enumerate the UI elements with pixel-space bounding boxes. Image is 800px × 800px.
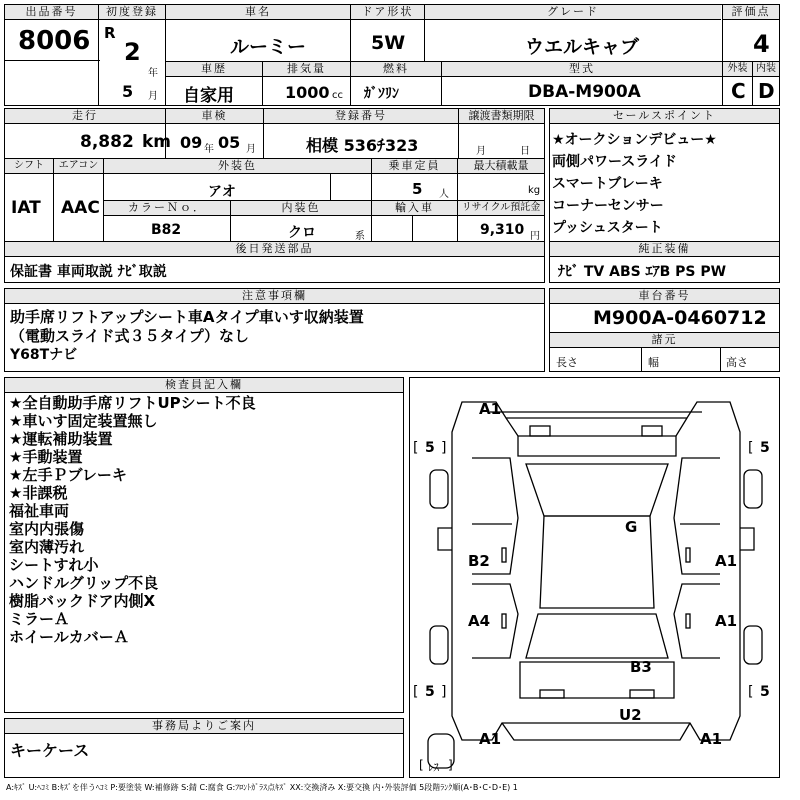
score-label: 評価点 (723, 5, 779, 20)
tire-front-left-close: ] (441, 440, 447, 456)
tire-rear-left: 5 (425, 684, 435, 700)
displacement: 1000 (285, 83, 330, 102)
tire-rear-right: 5 (760, 684, 770, 700)
grade: ウエルキャブ (525, 36, 640, 58)
mileage-label: 走行 (5, 109, 165, 124)
shift: IAT (11, 198, 41, 218)
ext-color-label: 外装色 (104, 159, 371, 174)
tire-front-right: 5 (760, 440, 770, 456)
office-label: 事務局よりご案内 (5, 719, 403, 734)
tire-front-right-open: [ (748, 440, 754, 456)
fuel: ｶﾞｿﾘﾝ (364, 86, 399, 102)
transfer-month-unit: 月 (476, 146, 486, 157)
mark-rear-left-corner: A1 (479, 730, 502, 748)
mileage: 8,882 (80, 132, 134, 152)
chassis-number: M900A-0460712 (593, 307, 767, 329)
import-label: 輸入車 (372, 201, 457, 216)
type-label: 型式 (442, 62, 722, 77)
history-label: 車歴 (166, 62, 262, 77)
color-no-label: カラーＮｏ． (104, 201, 230, 216)
displacement-label: 排気量 (263, 62, 350, 77)
chassis-label: 車台番号 (550, 289, 779, 304)
fuel-label: 燃料 (351, 62, 441, 77)
reg-no: 相模 536ﾁ323 (306, 136, 419, 155)
displacement-unit: cc (332, 90, 343, 101)
color-no: B82 (151, 222, 182, 238)
int-color: クロ (288, 225, 316, 241)
model-name: ルーミー (230, 36, 307, 58)
era: R (104, 24, 116, 42)
damage-diagram (409, 377, 780, 778)
int-color-unit: 系 (355, 231, 365, 242)
mark-rear-right-corner: A1 (700, 730, 723, 748)
inspector-item: ★非課税 (9, 484, 68, 502)
capacity-unit: 人 (439, 189, 449, 200)
office-text: キーケース (10, 741, 90, 760)
mark-right-rear-door: A1 (715, 612, 738, 630)
spare-open: [ (419, 758, 424, 772)
reg-month-unit: 月 (148, 91, 158, 102)
notes-line: （電動スライド式３５タイプ）なし (10, 327, 249, 345)
legend: A:ｷｽﾞ U:ﾍｺﾐ B:ｷｽﾞを伴うﾍｺﾐ P:要塗装 W:補修跡 S:錆 C:腐食 G:ﾌﾛﾝﾄｶﾞﾗｽ点ｷｽﾞ XX:交換済み X:要交換 内･外装評価 5段階ﾗﾝｸ順(A･B･C･D･E) 1 (6, 783, 518, 792)
inspector-item: ★車いす固定装置無し (9, 412, 158, 430)
interior-label: 内装 (753, 62, 779, 77)
insp-year-unit: 年 (204, 144, 214, 155)
inspector-list (9, 394, 256, 646)
mark-left-front-door: B2 (468, 552, 490, 570)
recycle-label: リサイクル預託金 (458, 201, 544, 216)
tire-front-left-open: [ (413, 440, 419, 456)
capacity: 5 (412, 180, 423, 198)
inspector-item: シートすれ小 (9, 556, 99, 574)
sales-point: 両側パワースライド (552, 154, 677, 170)
interior: D (758, 79, 775, 103)
sales-points-label: セールスポイント (550, 109, 779, 124)
inspector-item: 樹脂バックドア内側X (9, 592, 156, 610)
grade-label: グレード (425, 5, 721, 20)
inspector-label: 検査員記入欄 (5, 378, 403, 393)
mileage-unit: km (142, 132, 172, 152)
notes-label: 注意事項欄 (5, 289, 544, 304)
lot-no: 8006 (18, 26, 91, 56)
inspector-item: ハンドルグリップ不良 (9, 574, 159, 592)
equipment-text: ﾅﾋﾞ TV ABS ｴｱB PS PW (558, 264, 727, 280)
height-label: 高さ (726, 356, 748, 369)
tire-front-left: 5 (425, 440, 435, 456)
mark-front-left-corner: A1 (479, 400, 502, 418)
inspector-item: ホイールカバーＡ (9, 628, 129, 646)
inspection-label: 車検 (166, 109, 263, 124)
tire-rear-left-open: [ (413, 684, 419, 700)
reg-year: 2 (124, 38, 141, 66)
inspector-item: 室内薄汚れ (9, 538, 85, 556)
ext-color: アオ (208, 184, 236, 200)
score: 4 (753, 30, 770, 58)
equipment-label: 純正装備 (550, 242, 779, 257)
mark-left-rear-door: A4 (468, 612, 491, 630)
spare-close: ] (448, 758, 453, 772)
capacity-label: 乗車定員 (372, 159, 457, 174)
inspector-item: ★運転補助装置 (9, 430, 113, 448)
lot-no-label: 出品番号 (5, 5, 98, 20)
mark-roof: G (625, 518, 638, 536)
reg-month: 5 (122, 82, 134, 101)
int-color-label: 内装色 (231, 201, 371, 216)
length-label: 長さ (556, 356, 578, 369)
sales-point: ★オークションデビュー★ (552, 132, 717, 148)
ac-label: エアコン (54, 159, 103, 174)
insp-month: 05 (218, 133, 241, 152)
spare-tire: ﾚｽ (428, 761, 439, 774)
door: 5W (371, 32, 406, 54)
inspector-item: ★全自動助手席リフトUPシート不良 (9, 394, 256, 412)
transfer-label: 譲渡書類期限 (459, 109, 544, 124)
tire-rear-right-open: [ (748, 684, 754, 700)
max-load-label: 最大積載量 (458, 159, 544, 174)
sales-point: スマートブレーキ (552, 176, 663, 192)
reg-no-label: 登録番号 (264, 109, 458, 124)
mark-rear-bumper: U2 (619, 706, 642, 724)
inspector-item: ★手動装置 (9, 448, 83, 466)
tire-rear-left-close: ] (441, 684, 447, 700)
recycle: 9,310 (480, 222, 525, 238)
door-label: ドア形状 (351, 5, 424, 20)
later-parts-text: 保証書 車両取説 ﾅﾋﾞ取説 (10, 264, 167, 280)
mark-right-front-door: A1 (715, 552, 738, 570)
sales-point: コーナーセンサー (552, 198, 664, 214)
dims-label: 諸元 (550, 333, 779, 348)
car-outline-diagram (410, 378, 779, 777)
mark-rear-hatch: B3 (630, 658, 652, 676)
inspector-item: ミラーＡ (9, 610, 70, 628)
history: 自家用 (183, 86, 234, 106)
recycle-unit: 円 (530, 231, 540, 242)
inspector-item: ★左手Ｐブレーキ (9, 466, 127, 484)
shift-label: シフト (5, 159, 53, 174)
ac: AAC (61, 198, 100, 218)
width-label: 幅 (648, 356, 659, 369)
max-load-unit: kg (528, 185, 541, 196)
transfer-day-unit: 日 (520, 146, 530, 157)
sales-point: プッシュスタート (552, 220, 663, 236)
later-parts-label: 後日発送部品 (5, 242, 544, 257)
exterior: C (731, 79, 746, 103)
first-reg-label: 初度登録 (99, 5, 165, 20)
inspector-item: 室内内張傷 (9, 520, 85, 538)
notes-line: 助手席リフトアップシート車Aタイプ車いす収納装置 (10, 308, 364, 326)
reg-year-unit: 年 (148, 68, 158, 79)
inspector-item: 福祉車両 (9, 502, 70, 520)
insp-month-unit: 月 (246, 144, 256, 155)
notes-line: Y68Tナビ (10, 347, 78, 363)
insp-year: 09 (180, 133, 203, 152)
type: DBA-M900A (528, 82, 641, 102)
exterior-label: 外装 (723, 62, 752, 77)
model-name-label: 車名 (166, 5, 350, 20)
